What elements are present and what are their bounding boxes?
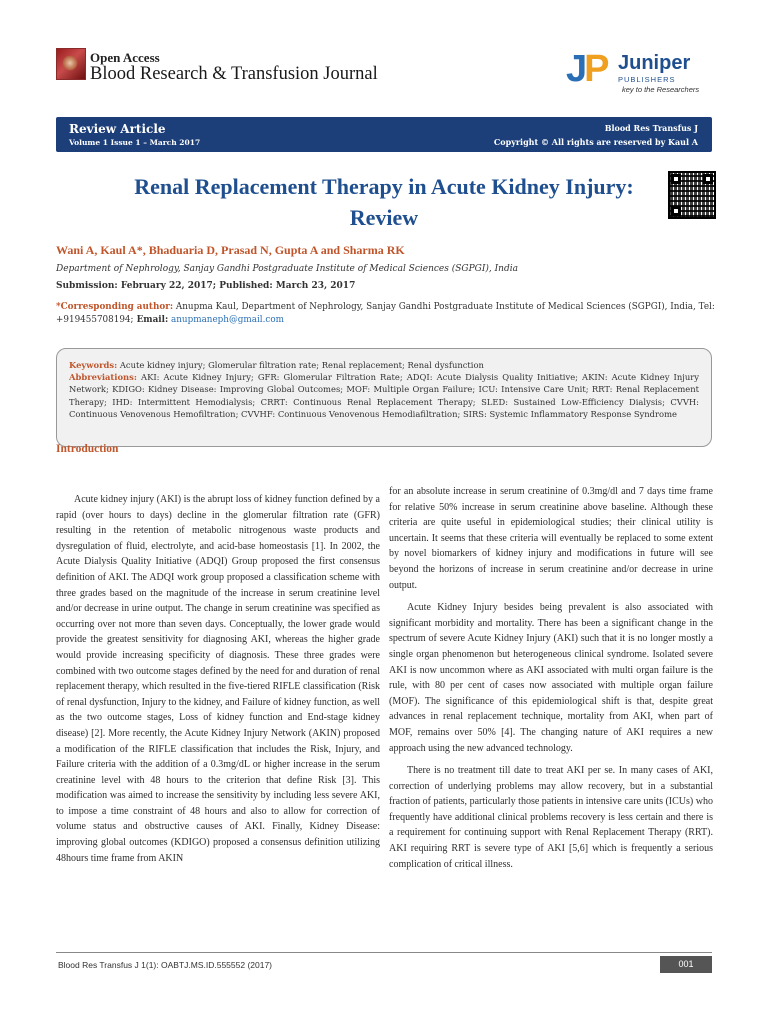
page-number: 001 <box>660 956 712 973</box>
copyright-notice: Copyright © All rights are reserved by Kaul A <box>493 137 698 147</box>
keywords-label: Keywords: <box>69 360 118 370</box>
corresponding-text: Anupma Kaul, Department of Nephrology, Sanjay Gandhi Postgraduate Institute of Medical Sciences (SGPGI), India, Tel: +919455708194; <box>56 302 715 325</box>
corresponding-label: *Corresponding author: <box>56 302 174 312</box>
journal-cover-icon <box>56 48 86 80</box>
journal-abbreviation: Blood Res Transfus J <box>604 123 698 133</box>
footer-citation: Blood Res Transfus J 1(1): OABTJ.MS.ID.555552 (2017) <box>58 960 273 970</box>
paragraph: There is no treatment till date to treat AKI per se. In many cases of AKI, correction of underlying problems may allow recovery, but in a substantial fraction of patients, particularly those patients in intensive care units (ICUs) who frequently have additional clinical problems recovery is less certain and there is a requirement for continuing support with Renal Replacement Therapy (RRT). AKI requiring RRT is severe type of AKI [5,6] which is frequently a serious complication of critical illness. <box>389 765 713 870</box>
qr-code-icon[interactable] <box>668 171 716 219</box>
keywords-line <box>69 359 699 371</box>
article-banner <box>56 117 712 152</box>
email-link[interactable]: anupmaneph@gmail.com <box>168 315 284 325</box>
volume-issue: Volume 1 Issue 1 – March 2017 <box>69 138 201 147</box>
corresponding-author <box>56 301 716 327</box>
abbreviations-block <box>69 371 699 420</box>
page-header <box>0 0 768 112</box>
publisher-name: Juniper <box>618 52 691 74</box>
author-list: Wani A, Kaul A*, Bhaduaria D, Prasad N, Gupta A and Sharma RK <box>56 243 405 257</box>
section-heading: Introduction <box>56 443 119 455</box>
paragraph: Acute Kidney Injury besides being prevalent is also associated with significant morbidity and mortality. There has been a significant change in the spectrum of severe Acute Kidney Injury (AKI) such that it is no longer mostly a single organ phenomenon but heterogeneous clinical syndrome. Isolated severe AKI is now uncommon where as AKI associated with multi organ failure is the rule, with 80 per cent of cases now associated with multiple organ failure (MOF). The significance of this epidemiological shift is that, despite great advances in renal replacement technique, mortality from AKI, when part of MOF, remains over 50% [4]. The changing nature of AKI requires a new approach using the new advanced technology. <box>389 602 713 754</box>
paragraph: Acute kidney injury (AKI) is the abrupt loss of kidney function defined by a rapid (over hours to days) decline in the glomerular filtration rate (GFR) resulting in the retention of metabolic nitrogenous waste products and dysregulation of fluid, electrolyte, and acid-base homeostasis [1]. In 2002, the Acute Dialysis Quality Initiative (ADQI) Group proposed the first consensus definition of AKI. The ADQI work group proposed a classification scheme with three grades based on the magnitude of the increase in serum creatinine level and/or decrease in urine output. The change in serum creatinine was specified as occurring over not more than seven days. Conceptually, the lower grade would provide the greatest sensitivity for diagnosing AKI, whereas the higher grade would provide increasing specificity of diagnosis. These three grades were combined with two outcome stages defined by the need for and duration of renal replacement therapy, which resulted in the five-tiered RIFLE classification (Risk of renal dysfunction, Injury to the kidney, and Failure of kidney function, as well as the two outcome stages, Loss of kidney function and End-stage kidney disease) [2]. More recently, the Acute Kidney Injury Network (AKIN) proposed a modification of the RIFLE classification that includes the Risk, Injury, and Failure criteria with the addition of a 0.3mg/dL or higher increase in the serum creatinine level with 48 hours to the criterion that define Risk [3]. This modification was aimed to increase the sensitivity by including less severe AKI, to impose a time constraint of 48 hours and also to allow for correction of volume status and obstructive causes of AKI. Finally, Kidney Disease: improving global outcomes (KDIGO) proposed a consensus definition utilizing 48hours time frame from AKIN <box>56 494 380 864</box>
email-label: Email: <box>133 315 169 325</box>
right-column <box>389 484 713 879</box>
article-type: Review Article <box>69 122 166 136</box>
left-column <box>56 492 380 873</box>
affiliation: Department of Nephrology, Sanjay Gandhi Postgraduate Institute of Medical Sciences (SGPGI), India <box>56 264 518 274</box>
article-title: Renal Replacement Therapy in Acute Kidney Injury: Review <box>134 174 634 230</box>
publisher-logo <box>566 48 726 96</box>
open-access-label: Open Access <box>90 50 160 65</box>
submission-dates: Submission: February 22, 2017; Published: March 23, 2017 <box>56 281 356 291</box>
publisher-sub: PUBLISHERS <box>618 75 676 84</box>
footer-divider <box>56 952 712 953</box>
abbreviations-text: AKI: Acute Kidney Injury; GFR: Glomerular Filtration Rate; ADQI: Acute Dialysis Quality Initiative; AKIN: Acute Kidney Injury Network; KDIGO: Kidney Disease: Improving Global Outcomes; MOF: Multiple Organ Failure; ICU: Intensive Care Unit; RRT: Renal Replacement Therapy; IHD: Intermittent Hemodialysis; CRRT: Continuous Renal Replacement Therapy; SLED: Sustained Low-Efficiency Dialysis; CVVH: Continuous Venovenous Hemofiltration; CVVHF: Continuous Venovenous Hemodiafiltration; SIRS: Systemic Inflammatory Response Syndrome <box>69 372 699 419</box>
keywords-text: Acute kidney injury; Glomerular filtration rate; Renal replacement; Renal dysfunction <box>117 360 484 370</box>
jp-logo-icon: JP <box>566 48 607 90</box>
keywords-box <box>56 348 712 447</box>
publisher-tagline: key to the Researchers <box>622 85 700 94</box>
paragraph: for an absolute increase in serum creatinine of 0.3mg/dl and 7 days time frame for relative 50% increase in serum creatinine above baseline. Although these criteria are quite useful in epidemiological studies; their clinical utility is uncertain. It seems that these criteria will eventually be replaced to some extent by novel biomarkers of kidney injury and modifications in future will see beyond the horizons of increase in serum creatinine and/or decrease in urine output. <box>389 486 713 591</box>
abbreviations-label: Abbreviations: <box>69 372 137 383</box>
journal-name: Blood Research & Transfusion Journal <box>90 64 378 84</box>
